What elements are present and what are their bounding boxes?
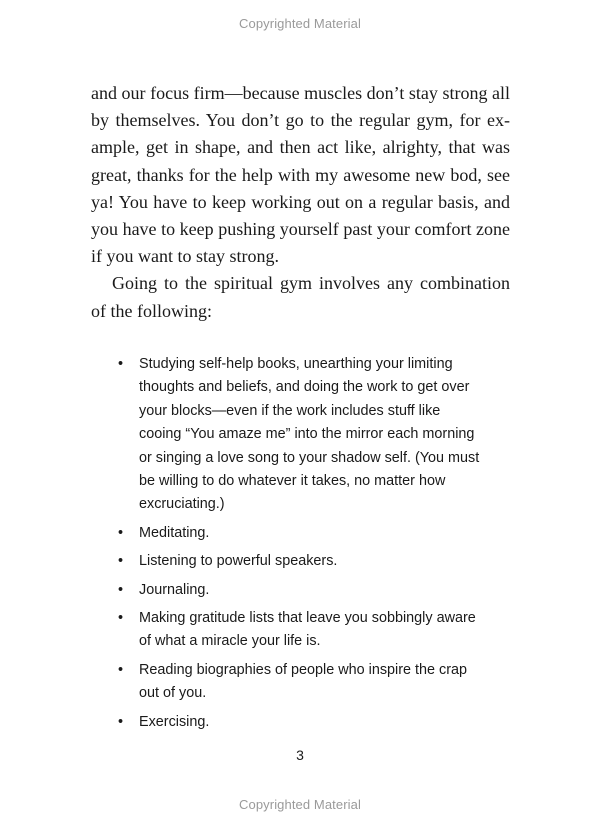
bullet-icon: • <box>118 553 124 570</box>
list-item <box>118 522 483 545</box>
list-item <box>118 659 483 706</box>
page-number: 3 <box>296 747 304 763</box>
copyright-watermark-top: Copyrighted Material <box>239 16 361 31</box>
list-item <box>118 550 483 573</box>
list-item <box>118 579 483 602</box>
bullet-icon: • <box>118 356 124 372</box>
list-item-text: Listening to powerful speakers. <box>139 553 338 570</box>
list-item <box>118 607 483 654</box>
paragraph-continuation: and our focus firm—because muscles don’t stay strong all by themselves. You don’t go to the regular gym, for example, get in shape, and then act like, alrighty, that was great, thanks for the help with my awesome new bod, see ya! You have to keep working out on a regular basis, and you have to keep pushing yourself past your comfort zone if you want to stay strong. <box>91 83 510 267</box>
bullet-list <box>118 353 483 739</box>
bullet-icon: • <box>118 581 124 598</box>
body-text <box>91 80 510 325</box>
bullet-icon: • <box>118 661 124 678</box>
paragraph-intro-list: Going to the spiritual gym involves any combination of the following: <box>91 273 510 321</box>
list-item-text: Meditating. <box>139 524 210 541</box>
bullet-icon: • <box>118 524 124 541</box>
list-item-text: Reading biographies of people who inspire the crap out of you. <box>139 661 468 702</box>
list-item <box>118 353 483 517</box>
list-item-text: Exercising. <box>139 713 210 730</box>
list-item-text: Making gratitude lists that leave you sobbingly aware of what a miracle your life is. <box>139 610 476 650</box>
bullet-icon: • <box>118 713 124 730</box>
list-item-text: Studying self-help books, unearthing your limiting thoughts and beliefs, and doing the work to get over your blocks—even if the work includes stuff like cooing “You amaze me” into the mirror each morning or singing a love song to your shadow self. (You must be willing to do whatever it takes, no matter how excruciating.) <box>139 356 480 513</box>
list-item <box>118 711 483 734</box>
bullet-icon: • <box>118 610 124 627</box>
copyright-watermark-bottom: Copyrighted Material <box>239 797 361 812</box>
list-item-text: Journaling. <box>139 581 210 598</box>
